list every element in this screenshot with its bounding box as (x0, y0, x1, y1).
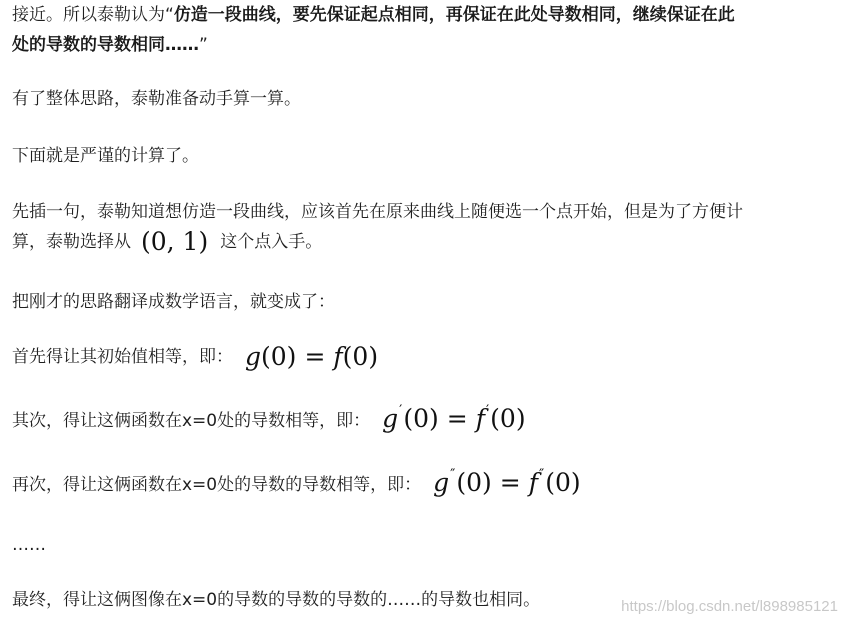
lead-paragraph (12, 0, 832, 60)
cond2-lhs-arg: (0) (403, 404, 439, 433)
translate-paragraph: 把刚才的思路翻译成数学语言，就变成了： (12, 292, 335, 312)
condition-2-formula (382, 404, 525, 438)
calc-paragraph: 下面就是严谨的计算了。 (12, 146, 199, 166)
cond2-rhs-fn: f (475, 404, 485, 433)
cond3-lhs-arg: (0) (456, 468, 492, 497)
watermark: https://blog.csdn.net/l898985121 (621, 598, 838, 615)
point-formula: (0, 1) (141, 227, 209, 256)
cond1-eq: = (304, 342, 326, 371)
condition-1-formula (245, 342, 378, 372)
cond3-lhs-fn: g (433, 468, 450, 497)
insert-line2 (12, 227, 743, 257)
lead-prefix: 接近。所以泰勒认为“ (12, 5, 174, 25)
condition-3-formula (433, 468, 581, 502)
condition-2 (12, 404, 526, 438)
final-paragraph: 最终，得让这俩图像在x=0的导数的导数的导数的……的导数也相同。 (12, 590, 541, 610)
cond1-lhs-arg: (0) (261, 342, 297, 371)
lead-suffix: ” (199, 35, 208, 55)
cond1-rhs-arg: (0) (342, 342, 379, 371)
lead-bold-line2: 处的导数的导数相同…… (12, 35, 199, 55)
cond2-rhs-prime: ′ (485, 403, 490, 419)
cond1-lhs-fn: g (245, 342, 262, 371)
insert-line2-suffix: 这个点入手。 (220, 232, 323, 252)
condition-3-text: 再次，得让这俩函数在x=0处的导数的导数相等，即： (12, 475, 422, 495)
insert-line2-prefix: 算，泰勒选择从 (12, 232, 131, 252)
condition-2-text: 其次，得让这俩函数在x=0处的导数相等，即： (12, 411, 371, 431)
cond3-rhs-fn: f (528, 468, 539, 497)
condition-3 (12, 468, 581, 502)
cond3-eq: = (499, 468, 521, 497)
plan-paragraph: 有了整体思路，泰勒准备动手算一算。 (12, 89, 301, 109)
ellipsis-paragraph: …… (12, 535, 46, 555)
cond3-rhs-arg: (0) (545, 468, 581, 497)
cond2-rhs-arg: (0) (490, 404, 526, 433)
lead-bold-line1: 仿造一段曲线，要先保证起点相同，再保证在此处导数相同，继续保证在此 (173, 5, 735, 25)
cond2-eq: = (446, 404, 468, 433)
insert-paragraph (12, 197, 743, 257)
condition-1-text: 首先得让其初始值相等，即： (12, 347, 233, 367)
cond2-lhs-fn: g (382, 404, 399, 433)
cond3-rhs-prime: ″ (539, 467, 545, 483)
cond1-rhs-fn: f (333, 342, 343, 371)
condition-1 (12, 342, 378, 372)
cond2-lhs-prime: ′ (399, 403, 403, 419)
insert-line1: 先插一句，泰勒知道想仿造一段曲线，应该首先在原来曲线上随便选一个点开始，但是为了方便计 (12, 202, 743, 222)
cond3-lhs-prime: ″ (450, 467, 456, 483)
